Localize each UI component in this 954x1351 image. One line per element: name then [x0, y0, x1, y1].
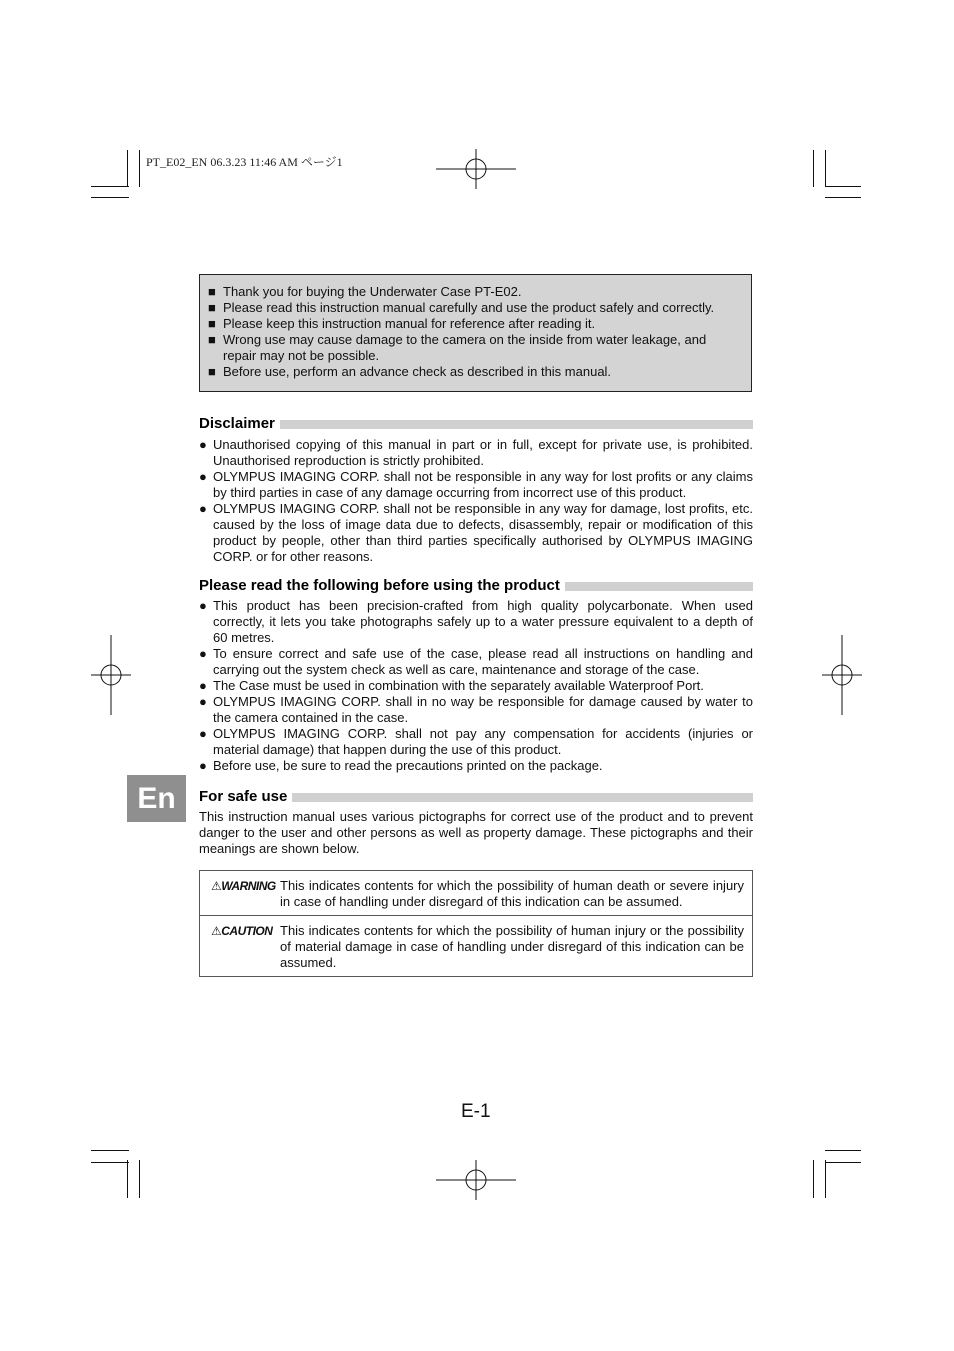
list-item [199, 726, 753, 758]
language-tab: En [127, 775, 186, 822]
heading-rule [565, 582, 753, 591]
registration-mark-icon [822, 635, 862, 715]
list-item [199, 598, 753, 646]
list-item-text: To ensure correct and safe use of the case, please read all instructions on handling and carrying out the system check as well as care, maintenance and storage of the case. [213, 646, 753, 677]
heading-rule [280, 420, 753, 429]
bullet-icon: ● [199, 694, 207, 709]
crop-mark [91, 1162, 129, 1163]
crop-mark [825, 186, 861, 187]
list-item-text: Unauthorised copying of this manual in part or in full, except for private use, is prohibited. Unauthorised reproduction is strictly prohibited. [213, 437, 753, 468]
caution-label: ⚠CAUTION [211, 924, 273, 938]
notice-item [208, 364, 743, 380]
crop-mark [813, 1160, 814, 1198]
crop-mark [825, 1162, 861, 1163]
crop-mark [91, 186, 129, 187]
list-item-text: OLYMPUS IMAGING CORP. shall not be responsible in any way for damage, lost profits, etc. caused by the loss of image data due to defects, disassembly, repair or modification of this product by people, other than third parties specifically authorised by OLYMPUS IMAGING CORP. or for other reasons. [213, 501, 753, 564]
crop-mark [139, 1160, 140, 1198]
bullet-icon: ● [199, 437, 207, 452]
crop-mark [91, 1150, 129, 1151]
crop-mark [139, 150, 140, 187]
notice-item [208, 284, 743, 300]
list-item-text: OLYMPUS IMAGING CORP. shall in no way be responsible for damage caused by water to the camera contained in the case. [213, 694, 753, 725]
disclaimer-list [199, 437, 753, 565]
notice-text: Thank you for buying the Underwater Case PT-E02. [223, 284, 522, 299]
notice-box [199, 274, 752, 392]
list-item [199, 469, 753, 501]
crop-mark [91, 197, 129, 198]
notice-item [208, 300, 743, 316]
list-item [199, 646, 753, 678]
square-bullet-icon: ■ [208, 364, 216, 379]
square-bullet-icon: ■ [208, 332, 216, 347]
bullet-icon: ● [199, 726, 207, 741]
list-item-text: Before use, be sure to read the precautions printed on the package. [213, 758, 603, 773]
list-item [199, 758, 753, 774]
section-title: For safe use [199, 787, 288, 805]
bullet-icon: ● [199, 646, 207, 661]
bullet-icon: ● [199, 501, 207, 516]
notice-item [208, 332, 743, 364]
registration-mark-icon [436, 149, 516, 189]
pictograph-table [199, 870, 753, 977]
list-item [199, 678, 753, 694]
square-bullet-icon: ■ [208, 316, 216, 331]
safe-use-heading [199, 786, 753, 806]
section-title: Disclaimer [199, 414, 275, 432]
notice-text: Please read this instruction manual carefully and use the product safely and correctly. [223, 300, 715, 315]
crop-mark [825, 197, 861, 198]
list-item [199, 694, 753, 726]
notice-text: Please keep this instruction manual for reference after reading it. [223, 316, 596, 331]
notice-item [208, 316, 743, 332]
read-before-heading [199, 575, 753, 595]
crop-mark [825, 1150, 861, 1151]
page-number: E-1 [461, 1101, 491, 1122]
safe-use-intro: This instruction manual uses various pictographs for correct use of the product and to prevent danger to the user and other persons as well as property damage. These pictographs and their meanings are shown below. [199, 809, 753, 856]
square-bullet-icon: ■ [208, 300, 216, 315]
pictograph-row [200, 871, 752, 916]
bullet-icon: ● [199, 598, 207, 613]
bullet-icon: ● [199, 678, 207, 693]
list-item-text: OLYMPUS IMAGING CORP. shall not pay any compensation for accidents (injuries or material damage) that happen during the use of this product. [213, 726, 753, 757]
bullet-icon: ● [199, 758, 207, 773]
bullet-icon: ● [199, 469, 207, 484]
registration-mark-icon [436, 1160, 516, 1200]
warning-label: ⚠WARNING [211, 879, 276, 893]
list-item-text: OLYMPUS IMAGING CORP. shall not be responsible in any way for lost profits or any claims by third parties in case of any damage occurring from incorrect use of this product. [213, 469, 753, 500]
list-item-text: This product has been precision-crafted from high quality polycarbonate. When used correctly, it lets you take photographs safely up to a water pressure equivalent to a depth of 60 metres. [213, 598, 753, 645]
list-item [199, 501, 753, 565]
crop-mark [825, 150, 826, 187]
pictograph-row [200, 916, 752, 976]
registration-mark-icon [91, 635, 131, 715]
square-bullet-icon: ■ [208, 284, 216, 299]
pictograph-description: This indicates contents for which the possibility of human injury or the possibility of material damage in case of handling under disregard of this indication can be assumed. [280, 923, 744, 970]
heading-rule [292, 793, 753, 802]
crop-mark [813, 150, 814, 187]
crop-mark [127, 1160, 128, 1198]
print-slug: PT_E02_EN 06.3.23 11:46 AM ページ1 [146, 155, 343, 169]
notice-text: Wrong use may cause damage to the camera on the inside from water leakage, and repair may not be possible. [223, 332, 707, 363]
notice-text: Before use, perform an advance check as described in this manual. [223, 364, 612, 379]
list-item [199, 437, 753, 469]
crop-mark [127, 150, 128, 187]
pictograph-description: This indicates contents for which the possibility of human death or severe injury in case of handling under disregard of this indication can be assumed. [280, 878, 744, 909]
disclaimer-heading [199, 413, 753, 433]
section-title: Please read the following before using the product [199, 576, 560, 594]
list-item-text: The Case must be used in combination with the separately available Waterproof Port. [213, 678, 704, 693]
read-before-list [199, 598, 753, 774]
crop-mark [825, 1160, 826, 1198]
